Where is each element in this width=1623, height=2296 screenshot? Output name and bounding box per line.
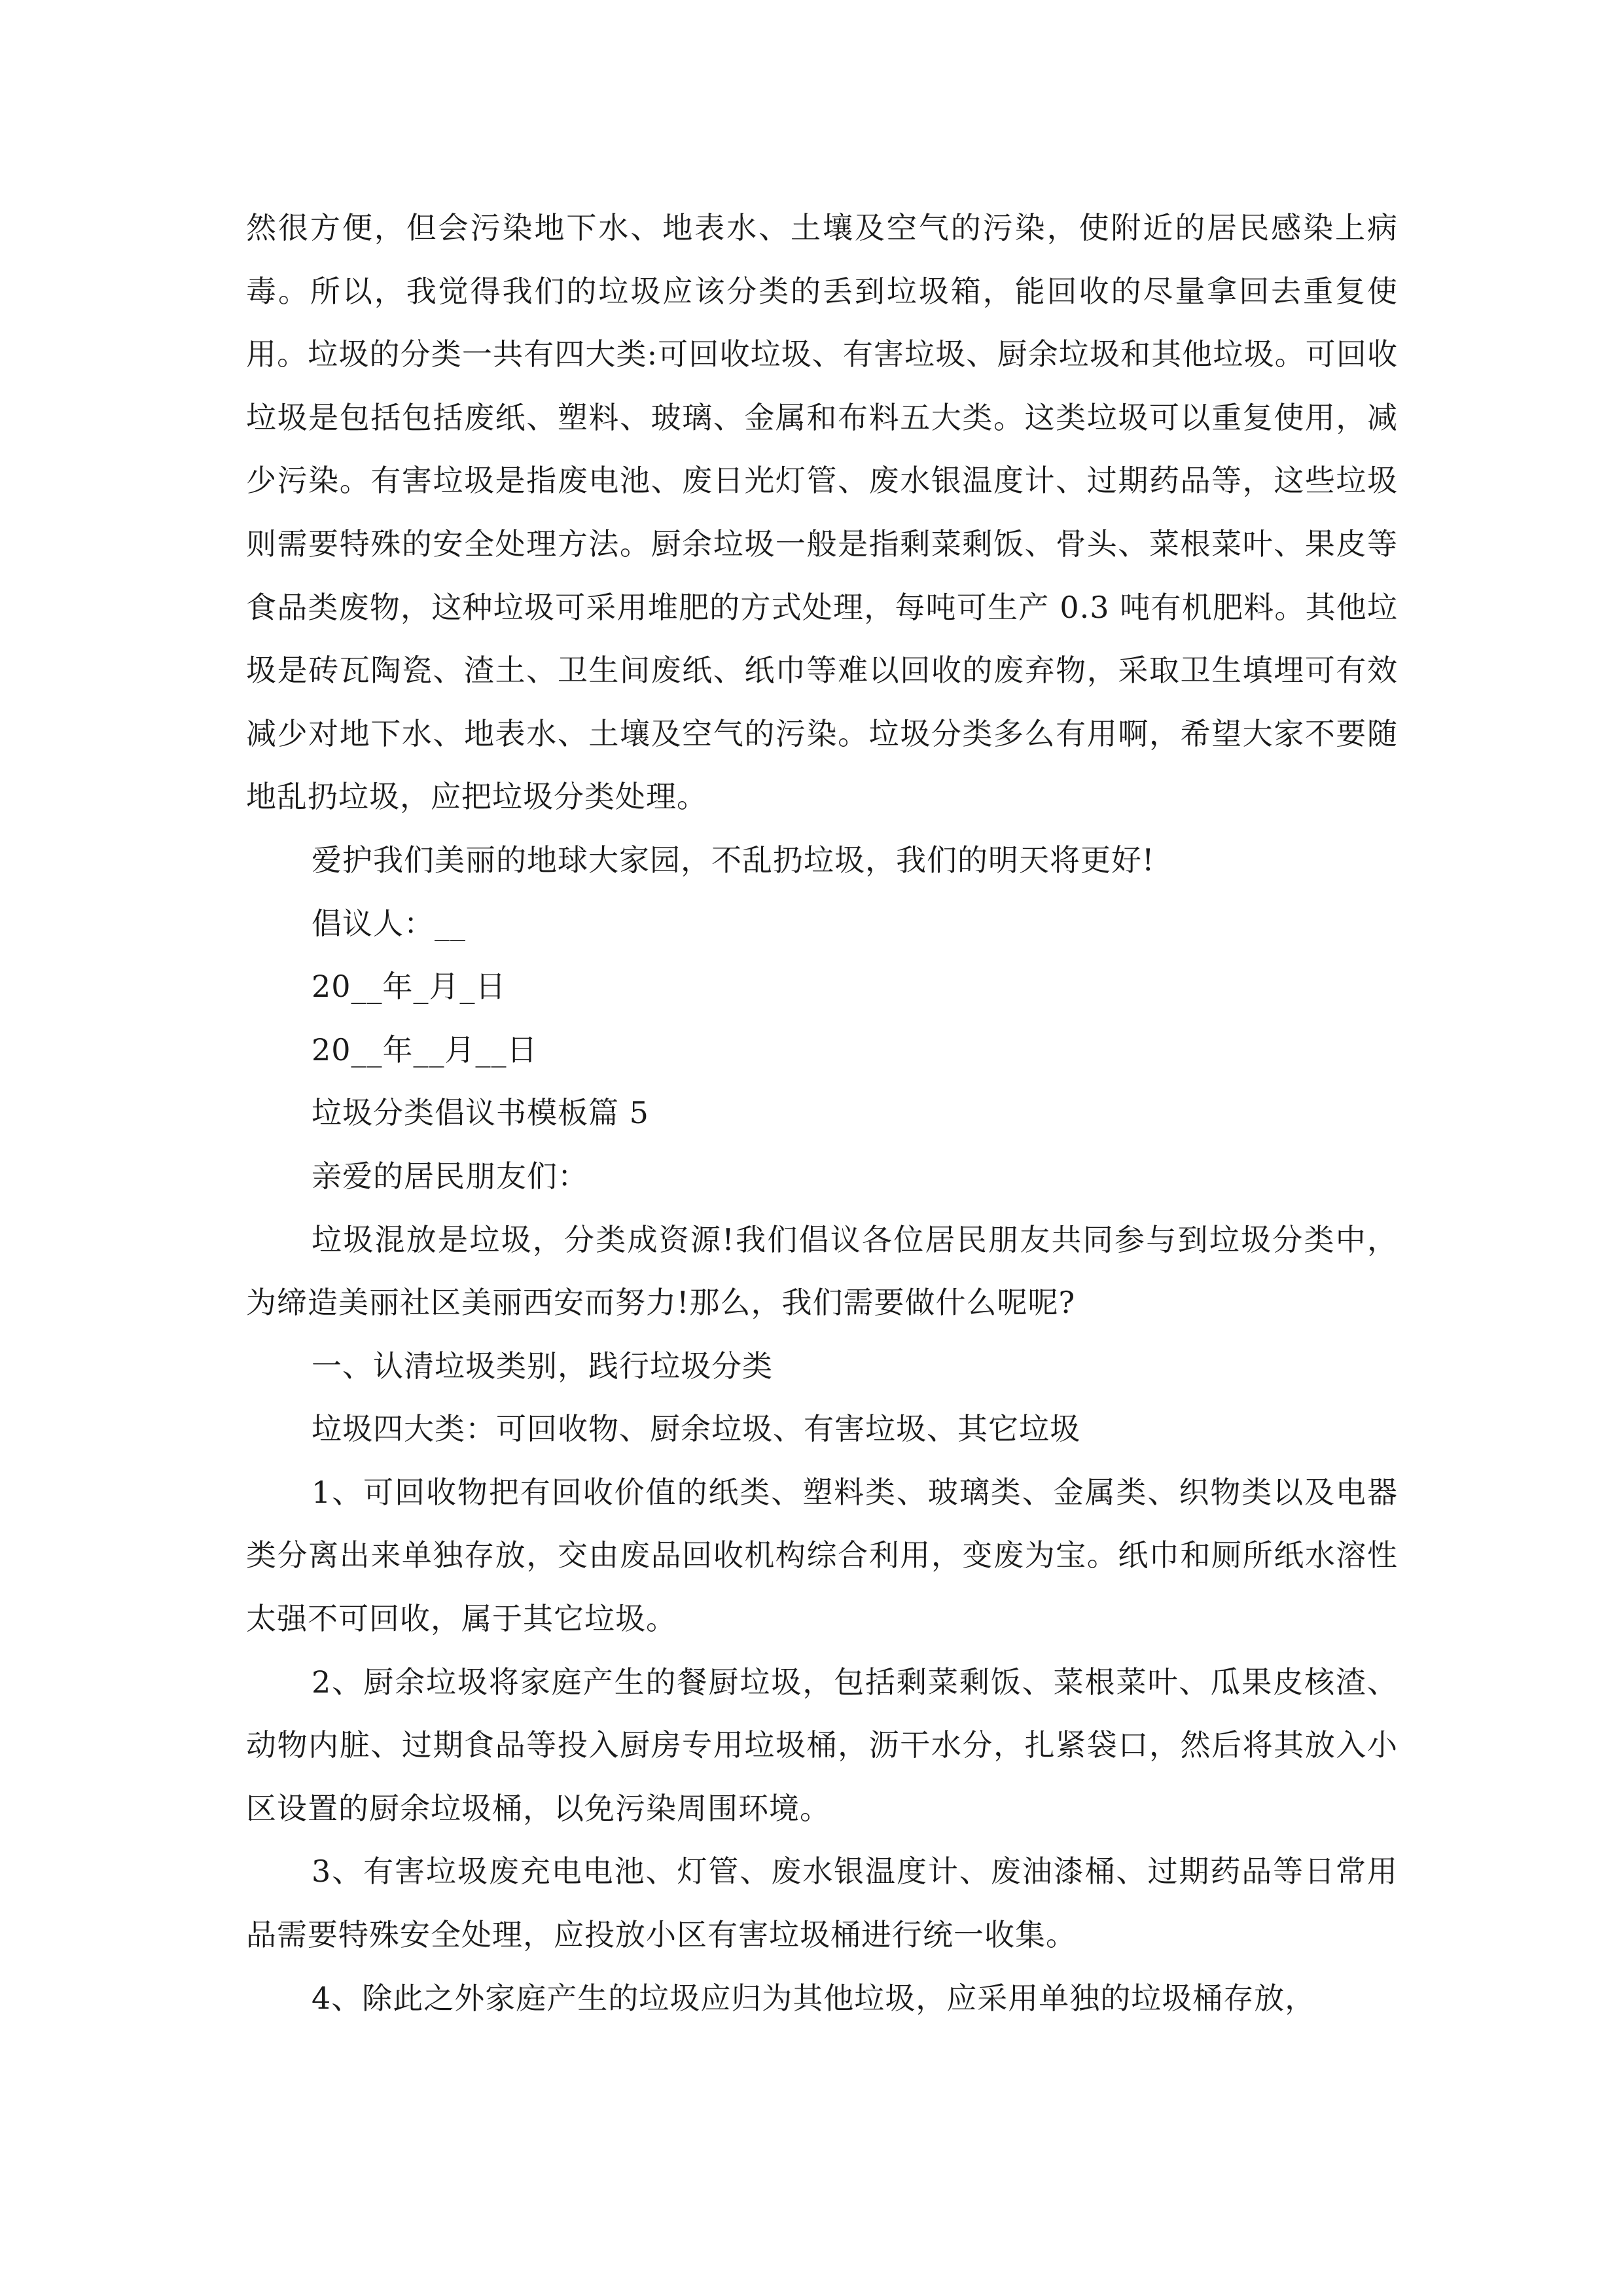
- paragraph-slogan: 爱护我们美丽的地球大家园，不乱扔垃圾，我们的明天将更好!: [312, 842, 1155, 878]
- paragraph-initiator: 倡议人：__: [312, 905, 466, 941]
- subsection-heading: 一、认清垃圾类别，践行垃圾分类: [312, 1348, 773, 1384]
- document-body: [246, 196, 1398, 2030]
- section-title: 垃圾分类倡议书模板篇 5: [312, 1095, 649, 1131]
- paragraph-date-2: 20__年__月__日: [312, 1031, 538, 1067]
- paragraph-date-1: 20__年_月_日: [312, 969, 507, 1005]
- list-item-hazardous: 3、有害垃圾废充电电池、灯管、废水银温度计、废油漆桶、过期药品等日常用品需要特殊安全处理，应投放小区有害垃圾桶进行统一收集。: [246, 1854, 1398, 1953]
- paragraph-categories: 垃圾四大类：可回收物、厨余垃圾、有害垃圾、其它垃圾: [312, 1411, 1080, 1447]
- list-item-kitchen-waste: 2、厨余垃圾将家庭产生的餐厨垃圾，包括剩菜剩饭、菜根菜叶、瓜果皮核渣、动物内脏、过期食品等投入厨房专用垃圾桶，沥干水分，扎紧袋口，然后将其放入小区设置的厨余垃圾桶，以免污染周围环境。: [246, 1664, 1398, 1826]
- paragraph-salutation: 亲爱的居民朋友们：: [312, 1158, 588, 1194]
- paragraph-intro: 垃圾混放是垃圾，分类成资源!我们倡议各位居民朋友共同参与到垃圾分类中，为缔造美丽社区美丽西安而努力!那么，我们需要做什么呢呢?: [246, 1221, 1398, 1321]
- paragraph-continuation: 然很方便，但会污染地下水、地表水、土壤及空气的污染，使附近的居民感染上病毒。所以，我觉得我们的垃圾应该分类的丢到垃圾箱，能回收的尽量拿回去重复使用。垃圾的分类一共有四大类:可回收垃圾、有害垃圾、厨余垃圾和其他垃圾。可回收垃圾是包括包括废纸、塑料、玻璃、金属和布料五大类。这类垃圾可以重复使用，减少污染。有害垃圾是指废电池、废日光灯管、废水银温度计、过期药品等，这些垃圾则需要特殊的安全处理方法。厨余垃圾一般是指剩菜剩饭、骨头、菜根菜叶、果皮等食品类废物，这种垃圾可采用堆肥的方式处理，每吨可生产 0.3 吨有机肥料。其他垃圾是砖瓦陶瓷、渣土、卫生间废纸、纸巾等难以回收的废弃物，采取卫生填埋可有效减少对地下水、地表水、土壤及空气的污染。垃圾分类多么有用啊，希望大家不要随地乱扔垃圾，应把垃圾分类处理。: [246, 210, 1398, 815]
- list-item-other: 4、除此之外家庭产生的垃圾应归为其他垃圾，应采用单独的垃圾桶存放，: [312, 1980, 1316, 2016]
- list-item-recyclable: 1、可回收物把有回收价值的纸类、塑料类、玻璃类、金属类、织物类以及电器类分离出来单独存放，交由废品回收机构综合利用，变废为宝。纸巾和厕所纸水溶性太强不可回收，属于其它垃圾。: [246, 1474, 1398, 1637]
